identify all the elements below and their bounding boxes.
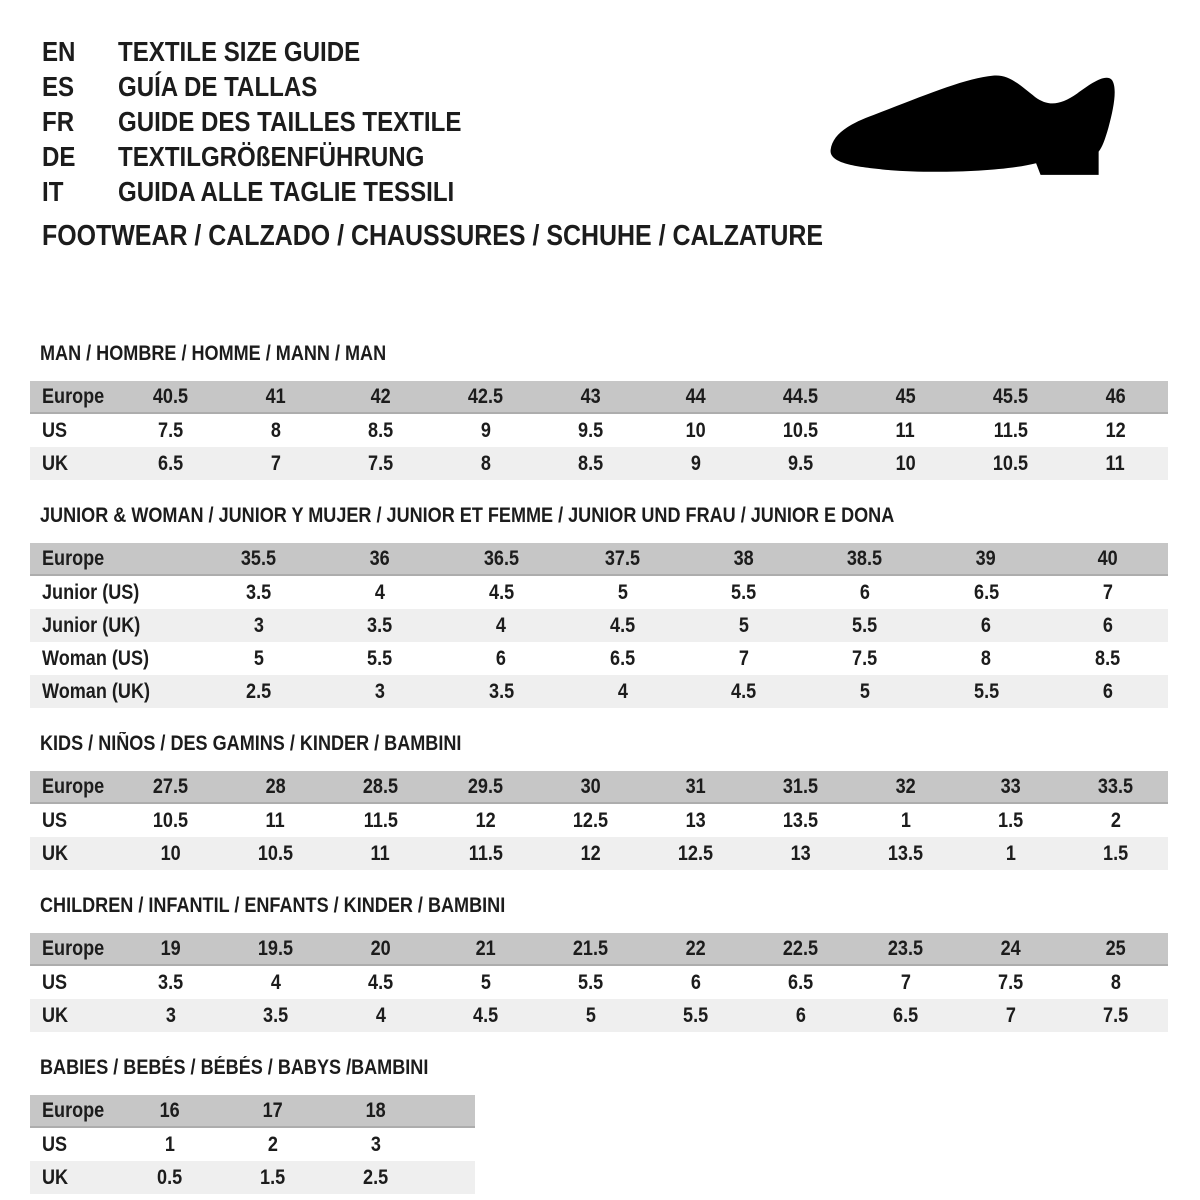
guide-title-it: GUIDA ALLE TAGLIE TESSILI <box>118 175 455 207</box>
size-cell: 12 <box>580 841 601 865</box>
size-cell: 6 <box>1102 679 1113 703</box>
guide-title-es: GUÍA DE TALLAS <box>118 70 318 102</box>
size-cell: 38.5 <box>847 546 883 570</box>
size-cell: 8.5 <box>577 451 604 475</box>
table-row <box>30 1095 475 1128</box>
size-cell: 7.5 <box>852 646 878 670</box>
size-cell: 33 <box>1000 774 1021 798</box>
table-row <box>30 999 1168 1032</box>
size-cell: 13 <box>685 808 706 832</box>
size-cell: 6 <box>496 646 507 670</box>
size-section-man <box>30 342 1170 480</box>
size-cell: 5 <box>253 646 264 670</box>
size-cell: 21.5 <box>572 936 609 960</box>
size-section-children <box>30 894 1170 1032</box>
size-cell: 13 <box>790 841 811 865</box>
row-label: US <box>42 418 68 442</box>
size-cell: 10.5 <box>782 418 819 442</box>
size-cell: 5.5 <box>367 646 393 670</box>
size-cell: 6 <box>1102 613 1113 637</box>
table-row <box>30 414 1168 447</box>
size-cell: 6 <box>859 580 870 604</box>
size-cell: 22 <box>685 936 706 960</box>
size-cell: 11.5 <box>363 808 398 832</box>
size-cell: 6 <box>690 970 701 994</box>
size-cell: 5 <box>738 613 749 637</box>
size-cell: 1.5 <box>1102 841 1129 865</box>
size-cell: 45.5 <box>992 384 1029 408</box>
section-title: JUNIOR & WOMAN / JUNIOR Y MUJER / JUNIOR ET FEMME / JUNIOR UND FRAU / JUNIOR E DONA <box>40 504 895 527</box>
size-cell: 7 <box>1005 1003 1016 1027</box>
row-label: Europe <box>42 546 105 570</box>
row-label: US <box>42 808 68 832</box>
dress-shoe-icon <box>798 56 1142 190</box>
size-cell: 31 <box>685 774 706 798</box>
language-code: ES <box>42 70 75 102</box>
size-cell: 17 <box>262 1098 283 1122</box>
row-label: Junior (UK) <box>42 613 141 637</box>
size-cell: 33.5 <box>1097 774 1134 798</box>
size-cell: 5 <box>585 1003 596 1027</box>
size-cell: 6.5 <box>973 580 999 604</box>
size-cell: 32 <box>895 774 916 798</box>
size-cell: 7.5 <box>1102 1003 1129 1027</box>
category-heading: FOOTWEAR / CALZADO / CHAUSSURES / SCHUHE / CALZATURE <box>42 220 823 252</box>
guide-title-de: TEXTILGRÖßENFÜHRUNG <box>118 140 425 172</box>
size-table-man <box>30 381 1168 480</box>
size-cell: 7 <box>738 646 749 670</box>
size-cell: 5.5 <box>973 679 999 703</box>
size-cell: 3.5 <box>246 580 272 604</box>
size-cell: 8 <box>981 646 992 670</box>
size-cell: 13.5 <box>782 808 819 832</box>
size-cell: 1.5 <box>997 808 1024 832</box>
size-table-babies <box>30 1095 475 1194</box>
size-cell: 6.5 <box>157 451 184 475</box>
size-table-children <box>30 933 1168 1032</box>
size-cell: 3.5 <box>367 613 393 637</box>
table-row <box>30 543 1168 576</box>
size-cell: 11 <box>265 808 286 832</box>
size-cell: 10.5 <box>257 841 294 865</box>
size-cell: 1 <box>900 808 911 832</box>
size-cell: 12.5 <box>572 808 609 832</box>
size-cell: 8 <box>1110 970 1121 994</box>
size-cell: 6 <box>981 613 992 637</box>
row-label: UK <box>42 1165 69 1189</box>
size-cell: 7.5 <box>367 451 394 475</box>
size-cell: 10 <box>685 418 706 442</box>
size-cell: 4 <box>617 679 628 703</box>
size-cell: 45 <box>895 384 916 408</box>
size-cell: 0.5 <box>156 1165 183 1189</box>
size-cell: 6.5 <box>892 1003 919 1027</box>
language-row-fr <box>42 104 517 139</box>
language-code: FR <box>42 105 75 137</box>
size-cell: 6.5 <box>609 646 635 670</box>
size-cell: 38 <box>733 546 754 570</box>
size-cell: 2 <box>1110 808 1121 832</box>
size-cell: 4 <box>270 970 281 994</box>
table-row <box>30 381 1168 414</box>
size-cell: 24 <box>1000 936 1021 960</box>
size-cell: 31.5 <box>782 774 819 798</box>
table-row <box>30 1161 475 1194</box>
size-cell: 8 <box>480 451 491 475</box>
size-cell: 16 <box>159 1098 180 1122</box>
size-cell: 3.5 <box>488 679 514 703</box>
size-cell: 4.5 <box>731 679 757 703</box>
size-table-kids <box>30 771 1168 870</box>
size-cell: 10 <box>160 841 181 865</box>
size-cell: 18 <box>365 1098 386 1122</box>
row-label: Europe <box>42 774 105 798</box>
size-cell: 11.5 <box>993 418 1028 442</box>
size-cell: 5.5 <box>682 1003 709 1027</box>
size-cell: 4 <box>374 580 385 604</box>
size-table-junior-woman <box>30 543 1168 708</box>
table-row <box>30 675 1168 708</box>
size-cell: 1 <box>164 1132 175 1156</box>
size-cell: 5 <box>859 679 870 703</box>
language-row-de <box>42 139 517 174</box>
size-cell: 10.5 <box>992 451 1029 475</box>
table-row <box>30 642 1168 675</box>
table-row <box>30 966 1168 999</box>
section-title: MAN / HOMBRE / HOMME / MANN / MAN <box>40 342 387 365</box>
size-cell: 7 <box>1102 580 1113 604</box>
size-cell: 9 <box>480 418 491 442</box>
size-cell: 40 <box>1097 546 1118 570</box>
size-cell: 11 <box>370 841 391 865</box>
size-cell: 2.5 <box>362 1165 389 1189</box>
size-cell: 3.5 <box>157 970 184 994</box>
row-label: US <box>42 1132 68 1156</box>
section-title: BABIES / BEBÉS / BÉBÉS / BABYS /BAMBINI <box>40 1056 429 1079</box>
language-code: IT <box>42 175 64 207</box>
table-row <box>30 1128 475 1161</box>
size-cell: 10 <box>895 451 916 475</box>
size-cell: 36 <box>369 546 390 570</box>
guide-title-fr: GUIDE DES TAILLES TEXTILE <box>118 105 462 137</box>
table-row <box>30 609 1168 642</box>
size-cell: 8.5 <box>1094 646 1120 670</box>
language-code: EN <box>42 35 76 67</box>
table-row <box>30 837 1168 870</box>
size-cell: 19 <box>160 936 181 960</box>
size-cell: 3 <box>253 613 264 637</box>
size-cell: 9.5 <box>577 418 604 442</box>
size-cell: 6 <box>795 1003 806 1027</box>
size-cell: 28 <box>265 774 286 798</box>
size-cell: 42 <box>370 384 391 408</box>
size-cell: 6.5 <box>787 970 814 994</box>
size-cell: 5 <box>617 580 628 604</box>
size-cell: 28.5 <box>362 774 399 798</box>
row-label: Europe <box>42 384 105 408</box>
language-code: DE <box>42 140 76 172</box>
size-cell: 20 <box>370 936 391 960</box>
size-cell: 4.5 <box>367 970 394 994</box>
multilingual-header <box>42 34 517 209</box>
size-cell: 2.5 <box>246 679 272 703</box>
size-cell: 22.5 <box>782 936 819 960</box>
size-cell: 25 <box>1105 936 1126 960</box>
table-row <box>30 804 1168 837</box>
row-label: Woman (US) <box>42 646 150 670</box>
size-cell: 19.5 <box>257 936 294 960</box>
size-cell: 8.5 <box>367 418 394 442</box>
size-cell: 39 <box>976 546 997 570</box>
row-label: Junior (US) <box>42 580 140 604</box>
size-cell: 12 <box>1105 418 1126 442</box>
size-cell: 4 <box>496 613 507 637</box>
size-cell: 4 <box>375 1003 386 1027</box>
table-row <box>30 447 1168 480</box>
size-cell: 41 <box>265 384 286 408</box>
size-cell: 7 <box>270 451 281 475</box>
size-cell: 3 <box>370 1132 381 1156</box>
size-cell: 8 <box>270 418 281 442</box>
language-row-it <box>42 174 517 209</box>
table-row <box>30 771 1168 804</box>
size-cell: 4.5 <box>609 613 635 637</box>
size-cell: 9.5 <box>787 451 814 475</box>
size-cell: 36.5 <box>483 546 519 570</box>
size-cell: 9 <box>690 451 701 475</box>
size-cell: 44.5 <box>782 384 819 408</box>
size-cell: 10.5 <box>152 808 189 832</box>
size-cell: 37.5 <box>604 546 640 570</box>
size-cell: 2 <box>267 1132 278 1156</box>
size-cell: 7.5 <box>997 970 1024 994</box>
section-title: KIDS / NIÑOS / DES GAMINS / KINDER / BAMBINI <box>40 732 462 755</box>
row-label: UK <box>42 1003 69 1027</box>
size-cell: 11 <box>895 418 916 442</box>
size-cell: 5.5 <box>852 613 878 637</box>
size-cell: 1 <box>1005 841 1016 865</box>
size-cell: 46 <box>1105 384 1126 408</box>
table-row <box>30 933 1168 966</box>
row-label: Woman (UK) <box>42 679 151 703</box>
size-cell: 3 <box>374 679 385 703</box>
row-label: Europe <box>42 1098 105 1122</box>
size-cell: 11.5 <box>468 841 503 865</box>
size-cell: 5.5 <box>731 580 757 604</box>
size-cell: 1.5 <box>259 1165 286 1189</box>
size-section-junior-woman <box>30 504 1170 708</box>
language-row-en <box>42 34 517 69</box>
size-cell: 21 <box>475 936 496 960</box>
size-cell: 4.5 <box>472 1003 499 1027</box>
size-cell: 43 <box>580 384 601 408</box>
row-label: Europe <box>42 936 105 960</box>
size-cell: 44 <box>685 384 706 408</box>
size-cell: 5.5 <box>577 970 604 994</box>
size-cell: 12 <box>475 808 496 832</box>
size-cell: 27.5 <box>152 774 189 798</box>
guide-title-en: TEXTILE SIZE GUIDE <box>118 35 361 67</box>
row-label: UK <box>42 841 69 865</box>
size-cell: 7 <box>900 970 911 994</box>
size-cell: 40.5 <box>152 384 189 408</box>
row-label: UK <box>42 451 69 475</box>
size-cell: 42.5 <box>467 384 504 408</box>
size-cell: 12.5 <box>677 841 714 865</box>
size-cell: 4.5 <box>488 580 514 604</box>
language-row-es <box>42 69 517 104</box>
row-label: US <box>42 970 68 994</box>
size-cell: 35.5 <box>241 546 277 570</box>
size-section-babies <box>30 1056 1170 1194</box>
size-cell: 7.5 <box>157 418 184 442</box>
size-cell: 5 <box>480 970 491 994</box>
size-section-kids <box>30 732 1170 870</box>
size-cell: 3.5 <box>262 1003 289 1027</box>
table-row <box>30 576 1168 609</box>
size-sections <box>30 342 1170 1200</box>
size-cell: 13.5 <box>887 841 924 865</box>
size-cell: 3 <box>165 1003 176 1027</box>
size-cell: 29.5 <box>467 774 504 798</box>
size-cell: 30 <box>580 774 601 798</box>
size-cell: 23.5 <box>887 936 924 960</box>
section-title: CHILDREN / INFANTIL / ENFANTS / KINDER / BAMBINI <box>40 894 506 917</box>
size-cell: 11 <box>1105 451 1126 475</box>
